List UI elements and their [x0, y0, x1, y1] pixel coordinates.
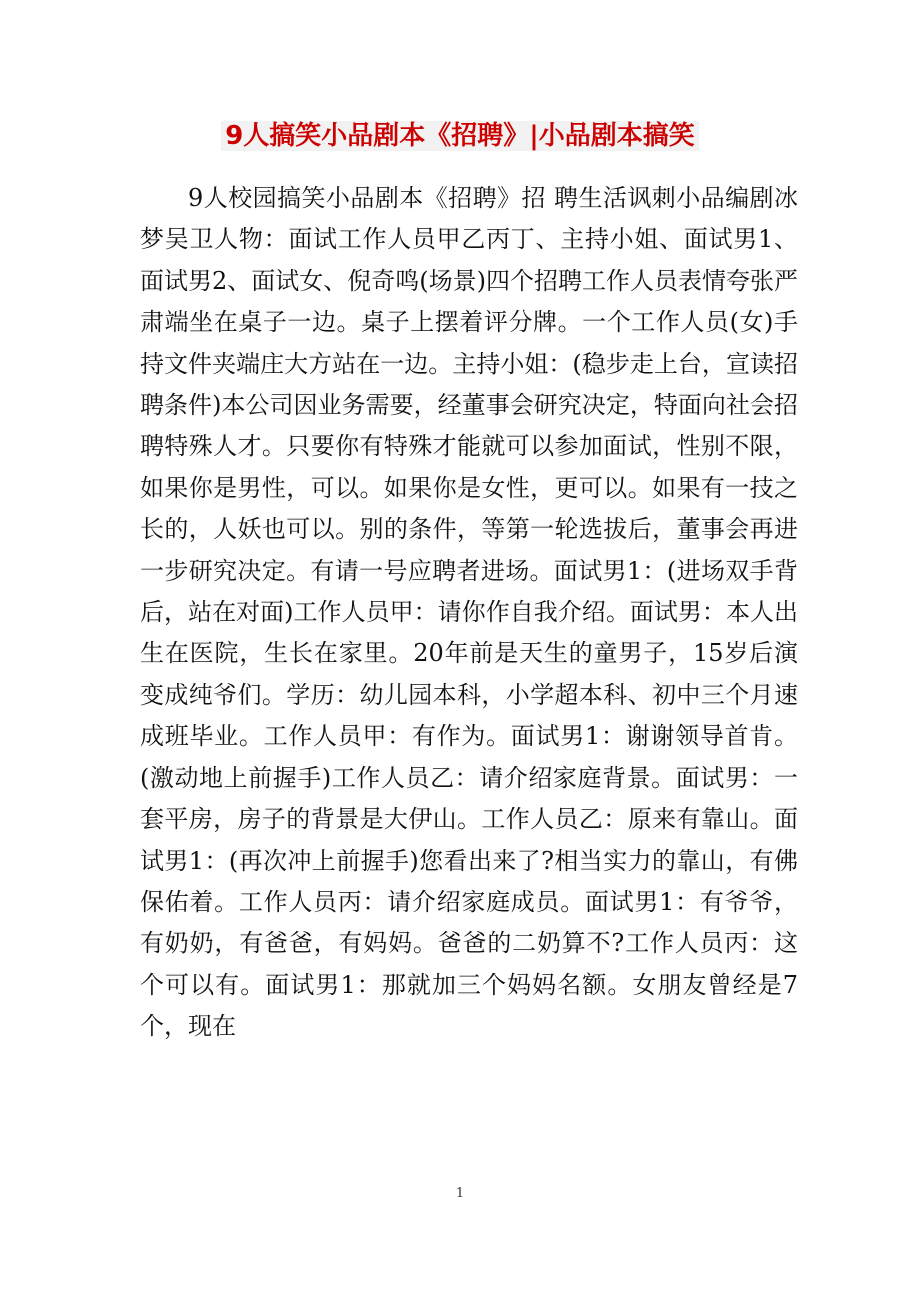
page-number: 1: [455, 1186, 465, 1201]
document-body: 9人校园搞笑小品剧本《招聘》招 聘生活讽刺小品编剧冰梦吴卫人物：面试工作人员甲乙丙丁、主持小姐、面试男1、面试男2、面试女、倪奇鸣(场景)四个招聘工作人员表情夸张严肃端坐在桌子一边。桌子上摆着评分牌。一个工作人员(女)手持文件夹端庄大方站在一边。主持小姐：(稳步走上台，宣读招聘条件)本公司因业务需要，经董事会研究决定，特面向社会招聘特殊人才。只要你有特殊才能就可以参加面试，性别不限，如果你是男性，可以。如果你是女性，更可以。如果有一技之长的，人妖也可以。别的条件，等第一轮选拔后，董事会再进一步研究决定。有请一号应聘者进场。面试男1：(进场双手背后，站在对面)工作人员甲：请你作自我介绍。面试男：本人出生在医院，生长在家里。20年前是天生的童男子，15岁后演变成纯爷们。学历：幼儿园本科，小学超本科、初中三个月速成班毕业。工作人员甲：有作为。面试男1：谢谢领导首肯。(激动地上前握手)工作人员乙：请介绍家庭背景。面试男：一套平房，房子的背景是大伊山。工作人员乙：原来有靠山。面试男1：(再次冲上前握手)您看出来了?相当实力的靠山，有佛保佑着。工作人员丙：请介绍家庭成员。面试男1：有爷爷，有奶奶，有爸爸，有妈妈。爸爸的二奶算不?工作人员丙：这个可以有。面试男1：那就加三个妈妈名额。女朋友曾经是7个，现在: [140, 184, 798, 1041]
document-title-text: 9人搞笑小品剧本《招聘》|小品剧本搞笑: [221, 121, 699, 151]
document-title: [0, 116, 920, 156]
